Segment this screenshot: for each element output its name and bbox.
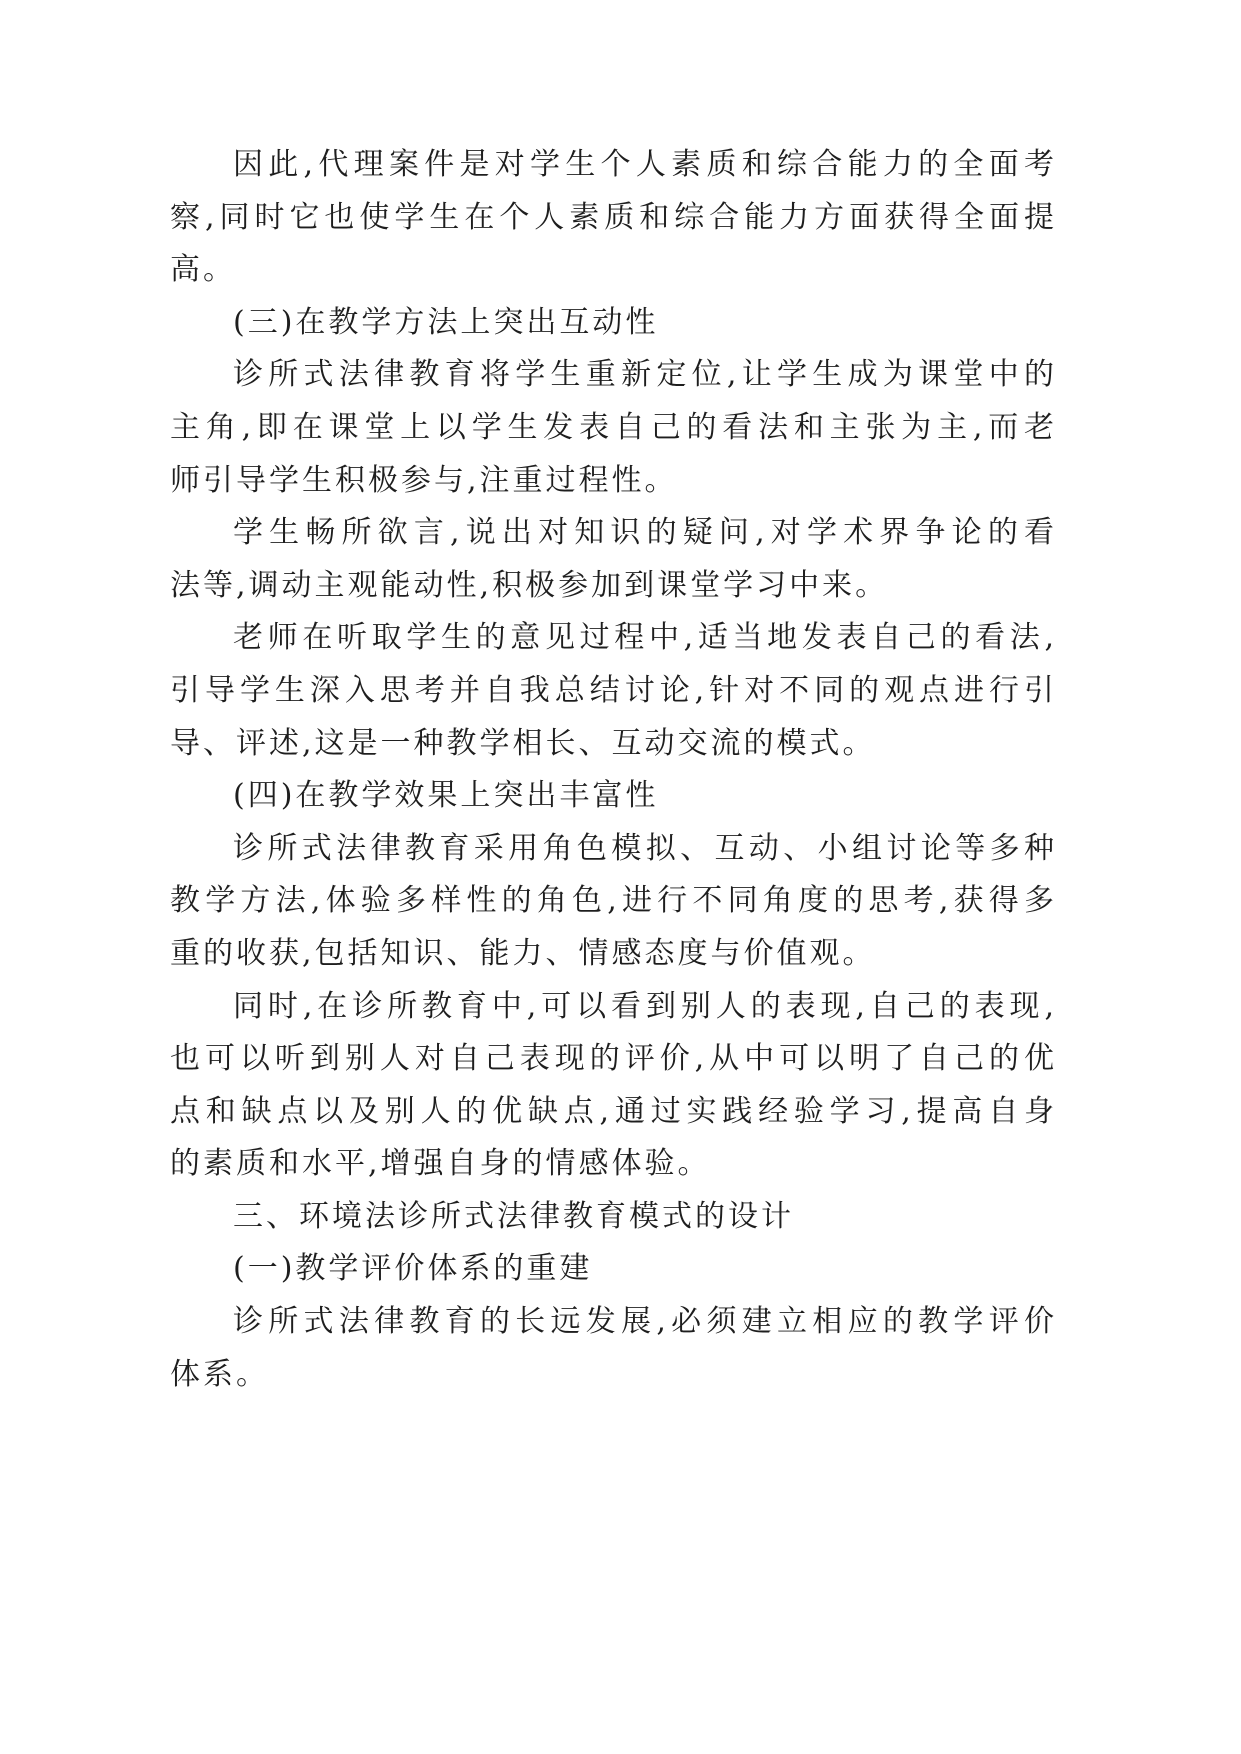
paragraph — [170, 1296, 1057, 1401]
text-line: 重的收获,包括知识、能力、情感态度与价值观。 — [170, 935, 876, 971]
text-line: 主角,即在课堂上以学生发表自己的看法和主张为主,而老 — [170, 409, 1057, 445]
paragraph — [170, 349, 1057, 507]
text-line: 点和缺点以及别人的优缺点,通过实践经验学习,提高自身 — [170, 1093, 1057, 1129]
section-heading — [170, 297, 1057, 350]
text-line: 教学方法,体验多样性的角色,进行不同角度的思考,获得多 — [170, 883, 1057, 919]
text-line: 老师在听取学生的意见过程中,适当地发表自己的看法, — [233, 620, 1057, 656]
heading-text: (一)教学评价体系的重建 — [233, 1251, 593, 1287]
paragraph — [170, 507, 1057, 612]
text-line: 察,同时它也使学生在个人素质和综合能力方面获得全面提 — [170, 199, 1057, 235]
paragraph — [170, 612, 1057, 770]
heading-text: (三)在教学方法上突出互动性 — [233, 304, 659, 340]
text-line: 同时,在诊所教育中,可以看到别人的表现,自己的表现, — [233, 988, 1057, 1024]
heading-text: 三、环境法诊所式法律教育模式的设计 — [233, 1198, 794, 1234]
text-line: 引导学生深入思考并自我总结讨论,针对不同的观点进行引 — [170, 672, 1057, 708]
document-body — [170, 139, 1057, 1401]
text-line: 诊所式法律教育的长远发展,必须建立相应的教学评价 — [233, 1304, 1057, 1340]
text-line: 导、评述,这是一种教学相长、互动交流的模式。 — [170, 725, 876, 761]
paragraph — [170, 981, 1057, 1191]
text-line: 高。 — [170, 252, 236, 288]
text-line: 也可以听到别人对自己表现的评价,从中可以明了自己的优 — [170, 1041, 1057, 1077]
text-line: 法等,调动主观能动性,积极参加到课堂学习中来。 — [170, 567, 889, 603]
text-line: 师引导学生积极参与,注重过程性。 — [170, 462, 678, 498]
section-heading — [170, 1191, 1057, 1244]
text-line: 诊所式法律教育采用角色模拟、互动、小组讨论等多种 — [233, 830, 1057, 866]
text-line: 学生畅所欲言,说出对知识的疑问,对学术界争论的看 — [233, 515, 1057, 551]
paragraph — [170, 139, 1057, 297]
heading-text: (四)在教学效果上突出丰富性 — [233, 778, 659, 814]
text-line: 的素质和水平,增强自身的情感体验。 — [170, 1146, 711, 1182]
text-line: 因此,代理案件是对学生个人素质和综合能力的全面考 — [233, 147, 1057, 182]
section-heading — [170, 770, 1057, 823]
text-line: 体系。 — [170, 1356, 269, 1392]
text-line: 诊所式法律教育将学生重新定位,让学生成为课堂中的 — [233, 357, 1057, 393]
section-heading — [170, 1243, 1057, 1296]
paragraph — [170, 823, 1057, 981]
